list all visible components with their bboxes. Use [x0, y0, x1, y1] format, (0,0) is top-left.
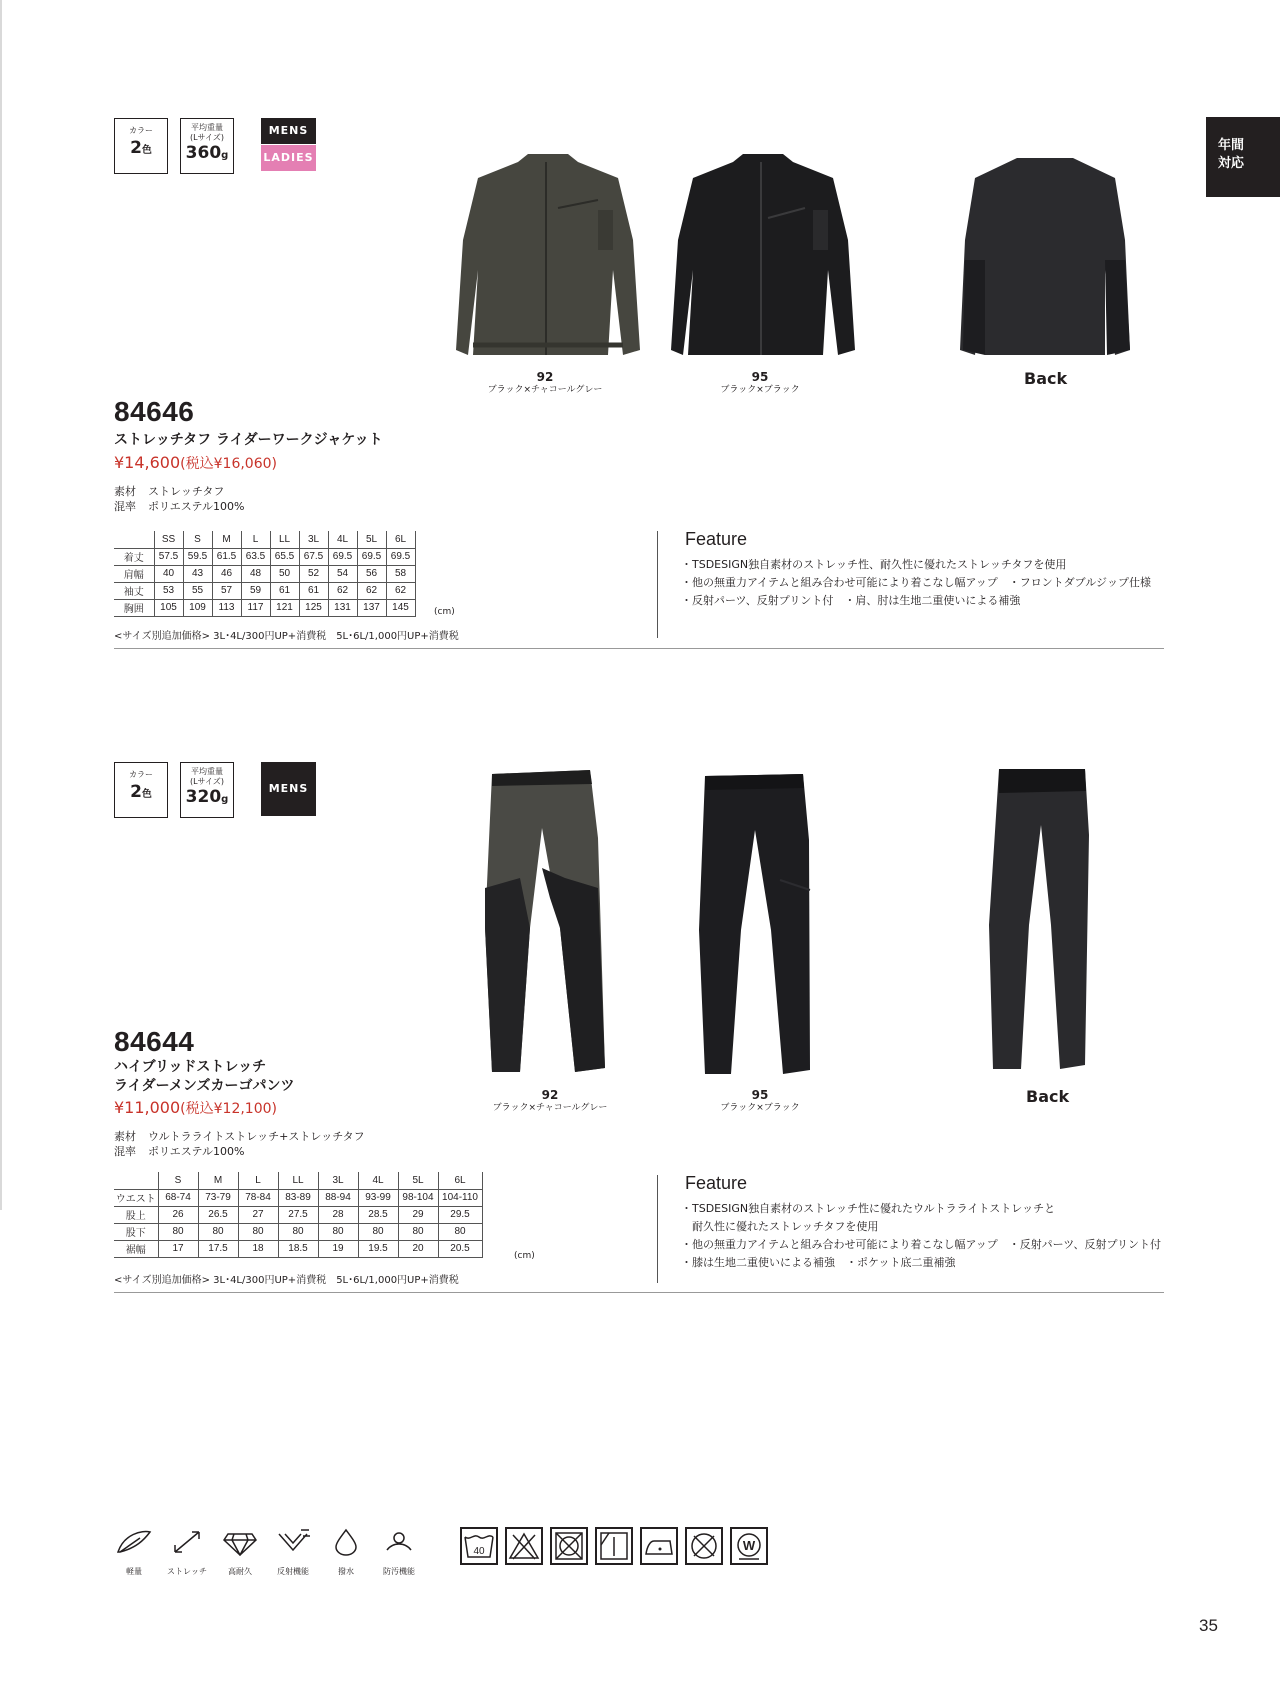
size-cell: 59	[241, 582, 270, 599]
season-tab-line2: 対応	[1218, 156, 1245, 171]
svg-text:W: W	[742, 1538, 756, 1553]
product-price: ¥14,600(税込¥16,060)	[114, 453, 277, 472]
color-name: ブラック×ブラック	[720, 1103, 800, 1113]
weight-value: 360	[185, 143, 222, 163]
color-label-92	[485, 1088, 615, 1114]
size-header: M	[198, 1172, 238, 1189]
weight-unit: g	[221, 150, 229, 161]
size-cell: 43	[183, 565, 212, 582]
size-header-row	[114, 531, 415, 548]
size-cell: 131	[328, 599, 357, 616]
color-code: 92	[536, 370, 554, 384]
size-cell: 61	[270, 582, 299, 599]
size-header: 5L	[357, 531, 386, 548]
size-cell: 63.5	[241, 548, 270, 565]
size-cell: 28	[318, 1206, 358, 1223]
size-cell: 59.5	[183, 548, 212, 565]
mens-badge: MENS	[261, 762, 316, 816]
size-cell: 105	[154, 599, 183, 616]
unit-label: (cm)	[434, 607, 455, 617]
size-cell: 29.5	[438, 1206, 482, 1223]
color-count-unit: 色	[141, 789, 152, 800]
size-cell: 27.5	[278, 1206, 318, 1223]
ladies-badge: LADIES	[261, 145, 316, 171]
divider-vertical	[657, 531, 658, 638]
size-row-label: 肩幅	[114, 565, 154, 582]
extra-size-price: <サイズ別追加価格> 3L･4L/300円UP+消費税 5L･6L/1,000円UP+消費税	[114, 631, 459, 642]
size-cell: 28.5	[358, 1206, 398, 1223]
size-cell: 80	[238, 1223, 278, 1240]
feature-list	[681, 556, 1151, 610]
size-header: M	[212, 531, 241, 548]
season-tab	[1206, 117, 1280, 197]
color-label-95	[700, 1088, 820, 1114]
size-row	[114, 1189, 482, 1206]
size-cell: 58	[386, 565, 415, 582]
size-row	[114, 548, 415, 565]
size-cell: 78-84	[238, 1189, 278, 1206]
wet-clean-icon	[730, 1527, 768, 1565]
size-cell: 68-74	[158, 1189, 198, 1206]
color-code: 95	[751, 1088, 769, 1102]
size-row-label: ウエスト	[114, 1189, 158, 1206]
size-cell: 48	[241, 565, 270, 582]
size-row	[114, 1240, 482, 1257]
feature-title: Feature	[685, 1173, 748, 1193]
no-bleach-icon	[505, 1527, 543, 1565]
size-row-label: 着丈	[114, 548, 154, 565]
color-name: ブラック×チャコールグレー	[492, 1103, 608, 1113]
weight-badge	[180, 762, 234, 818]
feature-item: ・TSDESIGN独自素材のストレッチ性、耐久性に優れたストレッチタフを使用	[681, 558, 1067, 571]
size-cell: 104-110	[438, 1189, 482, 1206]
season-tab-line1: 年間	[1218, 138, 1245, 153]
size-cell: 61.5	[212, 548, 241, 565]
product-number: 84644	[114, 1026, 195, 1057]
feather-icon: 軽量	[111, 1528, 157, 1577]
size-row-label: 胸囲	[114, 599, 154, 616]
stretch-arrows-icon: ストレッチ	[164, 1528, 210, 1577]
size-cell: 18.5	[278, 1240, 318, 1257]
weight-unit: g	[221, 794, 229, 805]
size-header: L	[238, 1172, 278, 1189]
weight-value: 320	[185, 787, 222, 807]
back-label: Back	[1026, 1087, 1070, 1106]
size-header: 4L	[358, 1172, 398, 1189]
size-cell: 125	[299, 599, 328, 616]
size-cell: 113	[212, 599, 241, 616]
size-header: LL	[270, 531, 299, 548]
color-code: 92	[541, 1088, 559, 1102]
size-cell: 62	[328, 582, 357, 599]
weight-label: 平均重量 (Lサイズ)	[189, 123, 225, 142]
price-with-tax: (税込¥12,100)	[180, 1101, 277, 1117]
svg-text:40: 40	[473, 1546, 485, 1557]
size-cell: 56	[357, 565, 386, 582]
size-cell: 117	[241, 599, 270, 616]
size-header: 5L	[398, 1172, 438, 1189]
size-cell: 54	[328, 565, 357, 582]
color-name: ブラック×ブラック	[720, 385, 800, 395]
feature-item: ・TSDESIGN独自素材のストレッチ性に優れたウルトラライトストレッチと	[681, 1202, 1056, 1215]
wash-40-icon	[460, 1527, 498, 1565]
size-cell: 121	[270, 599, 299, 616]
size-header: SS	[154, 531, 183, 548]
size-header: L	[241, 531, 270, 548]
pants-photo-95	[695, 770, 815, 1080]
size-cell: 52	[299, 565, 328, 582]
extra-size-price: <サイズ別追加価格> 3L･4L/300円UP+消費税 5L･6L/1,000円UP+消費税	[114, 1275, 459, 1286]
size-cell: 145	[386, 599, 415, 616]
product-name: ストレッチタフ ライダーワークジャケット	[114, 432, 383, 448]
page-edge-line	[0, 0, 2, 1210]
feature-item: ・膝は生地二重使いによる補強 ・ポケット底二重補強	[681, 1256, 956, 1269]
section-divider	[114, 648, 1164, 649]
unit-label: (cm)	[514, 1251, 535, 1261]
size-cell: 29	[398, 1206, 438, 1223]
feature-title: Feature	[685, 529, 748, 549]
feature-item: 耐久性に優れたストレッチタフを使用	[681, 1220, 879, 1233]
material-info: 素材 ウルトラライトストレッチ+ストレッチタフ 混率 ポリエステル100%	[114, 1130, 365, 1158]
back-label: Back	[1024, 369, 1068, 388]
size-cell: 83-89	[278, 1189, 318, 1206]
size-table	[114, 531, 416, 617]
size-row	[114, 599, 415, 616]
size-header: 3L	[318, 1172, 358, 1189]
size-cell: 20	[398, 1240, 438, 1257]
size-cell: 17.5	[198, 1240, 238, 1257]
size-cell: 80	[278, 1223, 318, 1240]
jacket-photo-92	[448, 150, 648, 360]
no-dry-clean-icon	[685, 1527, 723, 1565]
size-cell: 137	[357, 599, 386, 616]
size-cell: 19	[318, 1240, 358, 1257]
size-row	[114, 582, 415, 599]
water-drop-icon: 撥水	[323, 1528, 369, 1577]
color-count-value: 2	[130, 782, 142, 802]
size-cell: 50	[270, 565, 299, 582]
size-table	[114, 1172, 483, 1258]
color-count-unit: 色	[141, 145, 152, 156]
size-cell: 88-94	[318, 1189, 358, 1206]
size-header-row	[114, 1172, 482, 1189]
jacket-photo-back	[955, 150, 1135, 360]
color-count-label: カラー	[129, 770, 153, 779]
product-price: ¥11,000(税込¥12,100)	[114, 1098, 277, 1117]
feature-item: ・他の無重力アイテムと組み合わせ可能により着こなし幅アップ ・フロントダブルジップ仕様	[681, 576, 1151, 589]
size-cell: 26	[158, 1206, 198, 1223]
size-cell: 53	[154, 582, 183, 599]
feature-list	[681, 1200, 1161, 1272]
size-cell: 20.5	[438, 1240, 482, 1257]
weight-label: 平均重量 (Lサイズ)	[189, 767, 225, 786]
size-cell: 69.5	[357, 548, 386, 565]
size-cell: 80	[318, 1223, 358, 1240]
reflect-icon: 反射機能	[270, 1528, 316, 1577]
product-number: 84646	[114, 396, 195, 427]
no-tumble-dry-icon	[550, 1527, 588, 1565]
color-code: 95	[751, 370, 769, 384]
pants-photo-back	[985, 765, 1095, 1075]
size-cell: 80	[398, 1223, 438, 1240]
size-cell: 46	[212, 565, 241, 582]
size-cell: 17	[158, 1240, 198, 1257]
size-cell: 80	[438, 1223, 482, 1240]
product-name: ハイブリッドストレッチ ライダーメンズカーゴパンツ	[114, 1059, 295, 1094]
size-cell: 61	[299, 582, 328, 599]
size-row	[114, 565, 415, 582]
size-cell: 62	[386, 582, 415, 599]
size-cell: 57	[212, 582, 241, 599]
size-row-label: 裾幅	[114, 1240, 158, 1257]
stain-guard-icon: 防汚機能	[376, 1528, 422, 1577]
size-cell: 109	[183, 599, 212, 616]
size-row	[114, 1223, 482, 1240]
size-cell: 80	[158, 1223, 198, 1240]
size-header: LL	[278, 1172, 318, 1189]
size-row-label: 袖丈	[114, 582, 154, 599]
page-number: 35	[1199, 1616, 1218, 1635]
pants-photo-92	[480, 768, 610, 1078]
iron-low-icon	[640, 1527, 678, 1565]
diamond-icon: 高耐久	[217, 1528, 263, 1577]
size-cell: 67.5	[299, 548, 328, 565]
size-header: S	[183, 531, 212, 548]
size-row-label: 股下	[114, 1223, 158, 1240]
material-info: 素材 ストレッチタフ 混率 ポリエステル100%	[114, 485, 245, 513]
size-cell: 69.5	[328, 548, 357, 565]
size-cell: 93-99	[358, 1189, 398, 1206]
color-label-95	[700, 370, 820, 396]
size-cell: 80	[198, 1223, 238, 1240]
size-cell: 26.5	[198, 1206, 238, 1223]
size-header: 6L	[386, 531, 415, 548]
color-count-label: カラー	[129, 126, 153, 135]
divider-vertical	[657, 1175, 658, 1283]
size-cell: 40	[154, 565, 183, 582]
mens-badge: MENS	[261, 118, 316, 144]
size-header: 4L	[328, 531, 357, 548]
jacket-photo-95	[663, 150, 863, 360]
size-cell: 65.5	[270, 548, 299, 565]
size-cell: 62	[357, 582, 386, 599]
size-row-label: 股上	[114, 1206, 158, 1223]
size-cell: 98-104	[398, 1189, 438, 1206]
size-header: 3L	[299, 531, 328, 548]
color-count-value: 2	[130, 138, 142, 158]
feature-item: ・反射パーツ、反射プリント付 ・肩、肘は生地二重使いによる補強	[681, 594, 1021, 607]
size-cell: 19.5	[358, 1240, 398, 1257]
weight-badge	[180, 118, 234, 174]
size-cell: 27	[238, 1206, 278, 1223]
size-cell: 57.5	[154, 548, 183, 565]
size-cell: 18	[238, 1240, 278, 1257]
size-cell: 55	[183, 582, 212, 599]
size-header: 6L	[438, 1172, 482, 1189]
section-divider	[114, 1292, 1164, 1293]
size-cell: 73-79	[198, 1189, 238, 1206]
size-header: S	[158, 1172, 198, 1189]
feature-item: ・他の無重力アイテムと組み合わせ可能により着こなし幅アップ ・反射パーツ、反射プリント付	[681, 1238, 1162, 1251]
color-count-badge	[114, 118, 168, 174]
size-cell: 80	[358, 1223, 398, 1240]
color-count-badge	[114, 762, 168, 818]
size-cell: 69.5	[386, 548, 415, 565]
line-dry-shade-icon	[595, 1527, 633, 1565]
color-name: ブラック×チャコールグレー	[487, 385, 603, 395]
price-with-tax: (税込¥16,060)	[180, 456, 277, 472]
size-row	[114, 1206, 482, 1223]
color-label-92	[480, 370, 610, 396]
